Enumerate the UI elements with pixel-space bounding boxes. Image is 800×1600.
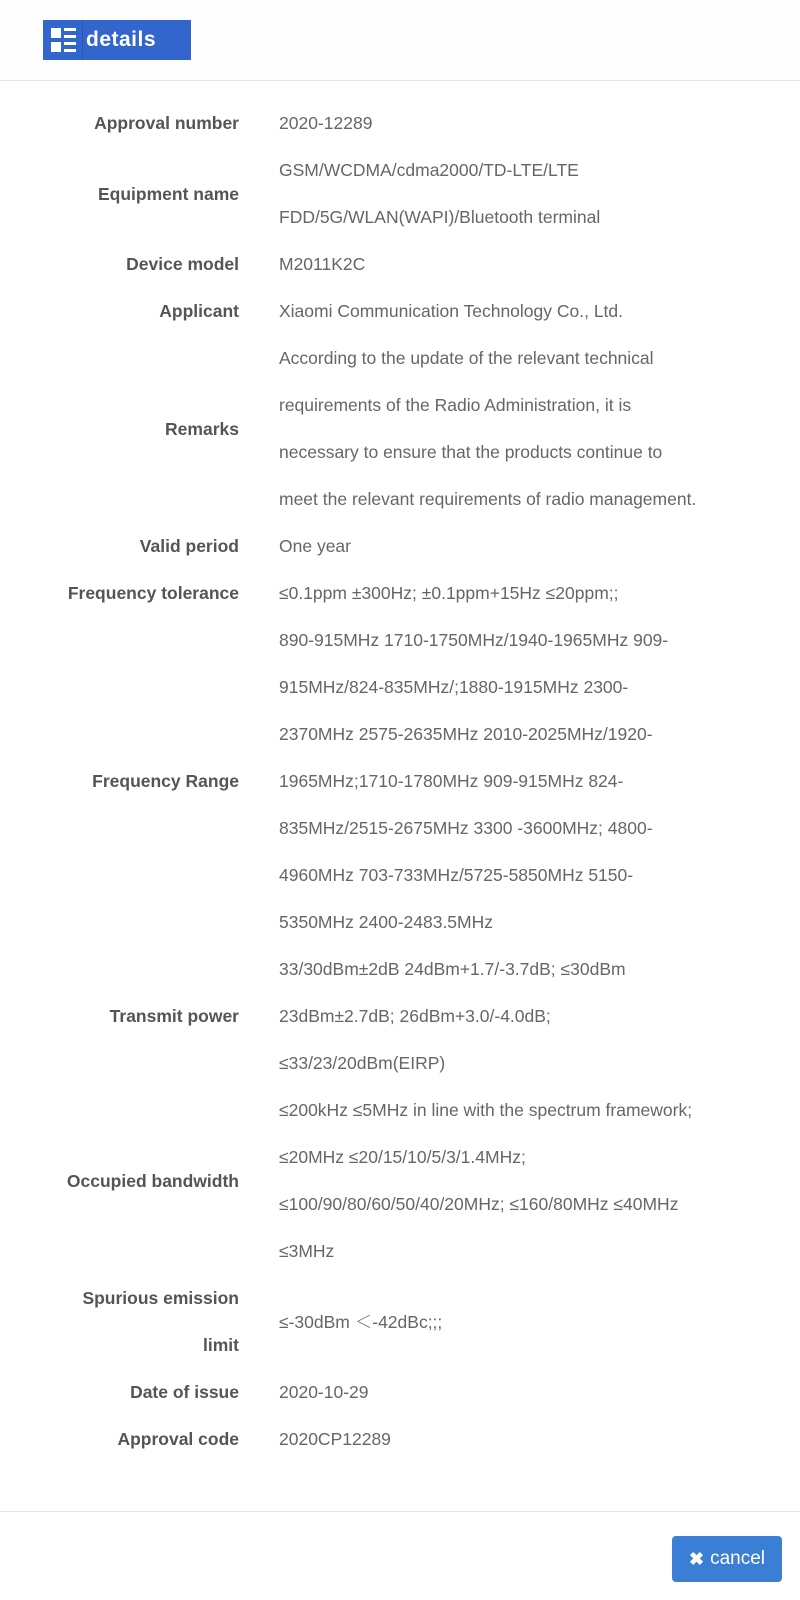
modal-title: details (86, 28, 157, 51)
detail-label (0, 1275, 239, 1369)
detail-value (239, 100, 759, 147)
detail-value-line: 2020-12289 (279, 113, 373, 133)
detail-label: Frequency Range (92, 771, 239, 791)
detail-value (239, 523, 759, 570)
detail-value-line: 1965MHz;1710-1780MHz 909-915MHz 824- (279, 771, 624, 791)
detail-row (0, 1275, 800, 1369)
detail-row (0, 288, 800, 335)
detail-value-line: FDD/5G/WLAN(WAPI)/Bluetooth terminal (279, 207, 601, 227)
detail-value-line: GSM/WCDMA/cdma2000/TD-LTE/LTE (279, 160, 579, 180)
detail-label: Transmit power (109, 1006, 239, 1026)
detail-value-line: ≤3MHz (279, 1241, 335, 1261)
detail-value-line: 2370MHz 2575-2635MHz 2010-2025MHz/1920- (279, 724, 653, 744)
details-table (0, 100, 800, 1463)
detail-value-line: requirements of the Radio Administration, it is (279, 395, 632, 415)
detail-value (239, 1416, 759, 1463)
detail-value (239, 241, 759, 288)
detail-label-line: Spurious emission (82, 1288, 239, 1308)
detail-label: Occupied bandwidth (66, 1170, 239, 1191)
detail-value-line: 2020-10-29 (279, 1382, 369, 1402)
detail-value (239, 1369, 759, 1416)
detail-value (239, 1299, 759, 1346)
detail-value-line: ≤200kHz ≤5MHz in line with the spectrum framework; (279, 1100, 693, 1120)
detail-value-line: meet the relevant requirements of radio management. (279, 489, 697, 509)
detail-label: Approval number (94, 113, 239, 133)
detail-label: Valid period (139, 536, 239, 556)
detail-value-line: ≤-30dBm ＜-42dBc;;; (279, 1311, 443, 1332)
detail-value-line: 33/30dBm±2dB 24dBm+1.7/-3.7dB; ≤30dBm (279, 959, 626, 979)
detail-value-line: Xiaomi Communication Technology Co., Ltd. (279, 301, 624, 321)
detail-label: Remarks (165, 418, 239, 439)
detail-value (239, 617, 759, 946)
detail-label: Date of issue (130, 1382, 239, 1402)
detail-label: Frequency tolerance (67, 583, 239, 603)
detail-value-line: M2011K2C (279, 254, 366, 274)
detail-label: Applicant (159, 301, 239, 321)
detail-row (0, 1369, 800, 1416)
details-title-badge (43, 20, 191, 60)
detail-row (0, 241, 800, 288)
detail-row (0, 617, 800, 946)
detail-row (0, 946, 800, 1087)
detail-value-line: 23dBm±2.7dB; 26dBm+3.0/-4.0dB; (279, 1006, 551, 1026)
detail-label-line: limit (203, 1335, 239, 1355)
detail-value-line: One year (279, 536, 351, 556)
detail-value-line: 890-915MHz 1710-1750MHz/1940-1965MHz 909- (279, 630, 669, 650)
detail-value-line: 5350MHz 2400-2483.5MHz (279, 912, 494, 932)
detail-value-line: 4960MHz 703-733MHz/5725-5850MHz 5150- (279, 865, 634, 885)
cancel-label: cancel (710, 1548, 765, 1569)
detail-value-line: ≤0.1ppm ±300Hz; ±0.1ppm+15Hz ≤20ppm;; (279, 583, 619, 603)
detail-value-line: 915MHz/824-835MHz/;1880-1915MHz 2300- (279, 677, 629, 697)
modal-footer (0, 1511, 800, 1600)
detail-row (0, 570, 800, 617)
detail-row (0, 1416, 800, 1463)
detail-value-line: According to the update of the relevant technical (279, 348, 654, 368)
detail-value (239, 147, 759, 241)
close-icon: ✖ (688, 1548, 705, 1569)
list-details-icon (43, 20, 83, 60)
detail-label: Equipment name (98, 183, 239, 204)
detail-value-line: ≤33/23/20dBm(EIRP) (279, 1053, 446, 1073)
detail-value (239, 570, 759, 617)
detail-value (239, 288, 759, 335)
detail-value-line: 2020CP12289 (279, 1429, 391, 1449)
detail-label: Approval code (117, 1429, 239, 1449)
detail-row (0, 335, 800, 523)
detail-value-line: ≤20MHz ≤20/15/10/5/3/1.4MHz; (279, 1147, 526, 1167)
detail-value (239, 946, 759, 1087)
detail-value (239, 1087, 759, 1275)
detail-value-line: 835MHz/2515-2675MHz 3300 -3600MHz; 4800- (279, 818, 653, 838)
detail-row (0, 147, 800, 241)
detail-row (0, 1087, 800, 1275)
detail-value-line: ≤100/90/80/60/50/40/20MHz; ≤160/80MHz ≤40MHz (279, 1194, 679, 1214)
detail-row (0, 523, 800, 570)
detail-row (0, 100, 800, 147)
modal-header (0, 0, 800, 81)
detail-value (239, 335, 759, 523)
cancel-button[interactable] (672, 1536, 782, 1582)
detail-label: Device model (126, 254, 239, 274)
detail-value-line: necessary to ensure that the products continue to (279, 442, 663, 462)
